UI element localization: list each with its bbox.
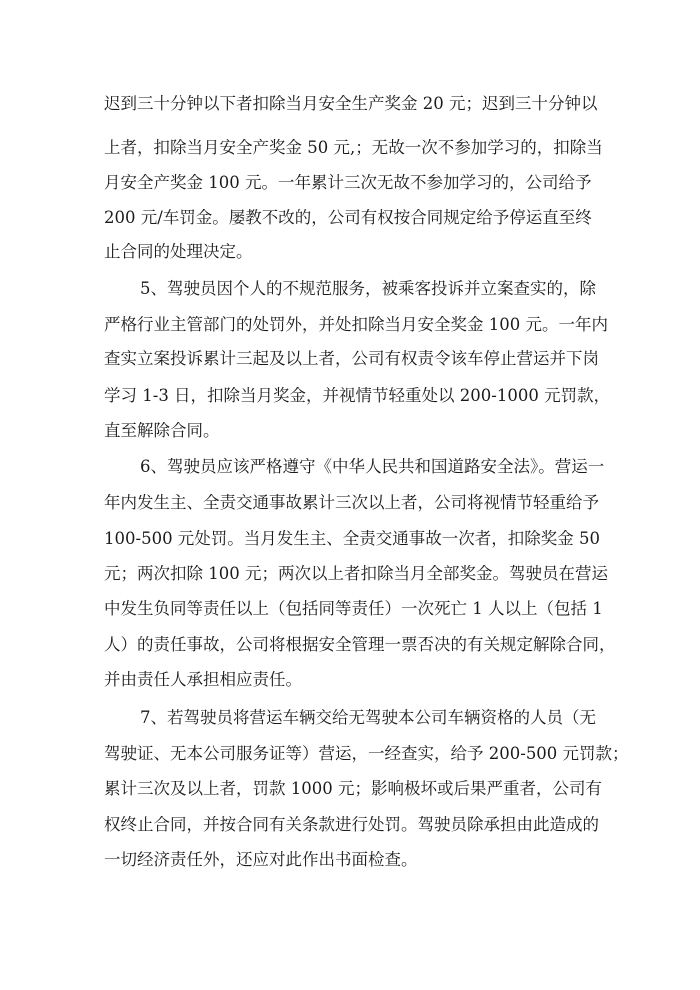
text-line: 200 元/车罚金。屡教不改的，公司有权按合同规定给予停运直至终 (104, 208, 592, 227)
text-line: 学习 1-3 日，扣除当月奖金，并视情节轻重处以 200-1000 元罚款， (104, 386, 611, 405)
text-line: 并由责任人承担相应责任。 (104, 670, 302, 689)
text-line: 上者，扣除当月安全产奖金 50 元,；无故一次不参加学习的，扣除当 (104, 138, 603, 157)
text-line: 止合同的处理决定。 (104, 242, 253, 261)
text-line: 100-500 元处罚。当月发生主、全责交通事故一次者，扣除奖金 50 (104, 529, 601, 548)
text-line: 直至解除合同。 (104, 421, 220, 440)
text-line: 人）的责任事故，公司将根据安全管理一票否决的有关规定解除合同， (104, 635, 616, 654)
text-line: 权终止合同，并按合同有关条款进行处罚。驾驶员除承担由此造成的 (104, 815, 599, 834)
paragraph-5-start: 5、驾驶员因个人的不规范服务，被乘客投诉并立案查实的，除 (140, 279, 596, 298)
text-line: 查实立案投诉累计三起及以上者，公司有权责令该车停止营运并下岗 (104, 349, 599, 368)
paragraph-7-start: 7、若驾驶员将营运车辆交给无驾驶本公司车辆资格的人员（无 (140, 708, 596, 727)
text-line: 元；两次扣除 100 元；两次以上者扣除当月全部奖金。驾驶员在营运 (104, 564, 608, 583)
text-line: 驾驶证、无本公司服务证等）营运，一经查实，给予 200-500 元罚款； (104, 744, 629, 763)
text-line: 累计三次及以上者，罚款 1000 元；影响极坏或后果严重者，公司有 (104, 779, 602, 798)
text-line: 严格行业主管部门的处罚外，并处扣除当月安全奖金 100 元。一年内 (104, 315, 608, 334)
paragraph-6-start: 6、驾驶员应该严格遵守《中华人民共和国道路安全法》。营运一 (140, 457, 605, 476)
text-line: 中发生负同等责任以上（包括同等责任）一次死亡 1 人以上（包括 1 (104, 599, 603, 618)
text-line: 迟到三十分钟以下者扣除当月安全生产奖金 20 元；迟到三十分钟以 (104, 94, 598, 113)
text-line: 年内发生主、全责交通事故累计三次以上者，公司将视情节轻重给予 (104, 493, 599, 512)
text-line: 一切经济责任外，还应对此作出书面检查。 (104, 850, 418, 869)
text-line: 月安全产奖金 100 元。一年累计三次无故不参加学习的，公司给予 (104, 173, 592, 192)
